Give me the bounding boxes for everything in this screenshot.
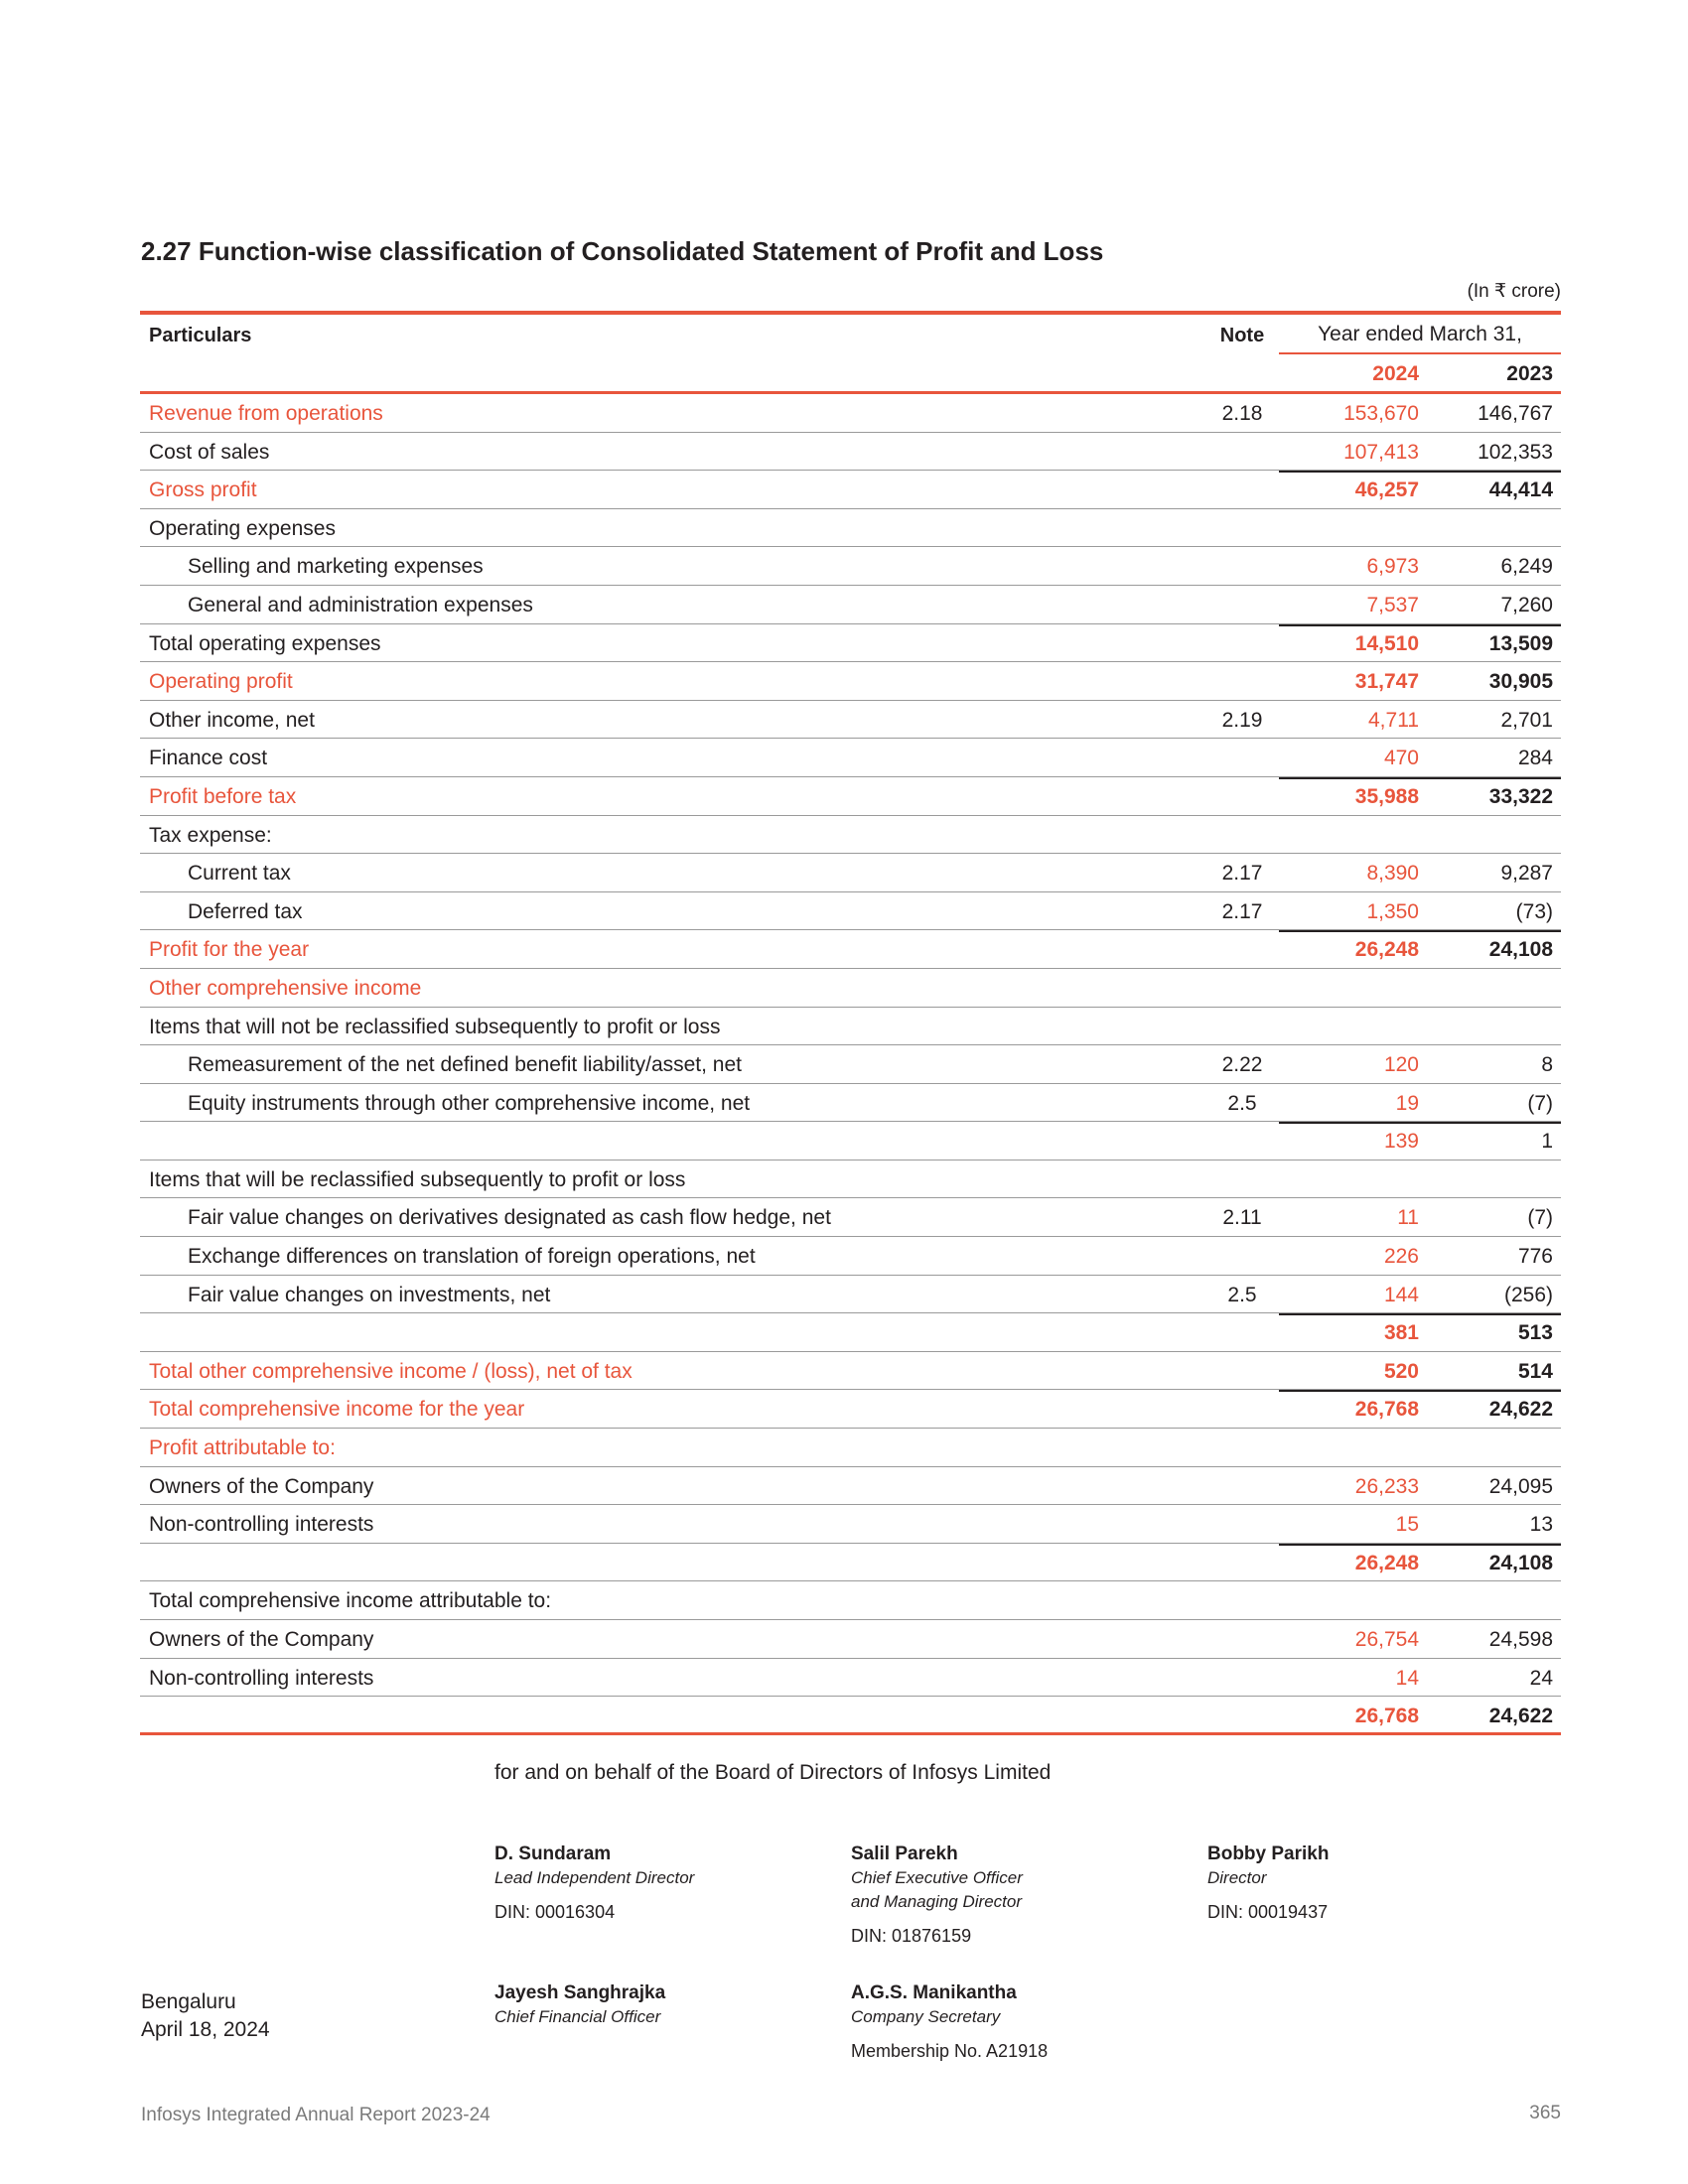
table-row xyxy=(140,394,1561,433)
board-statement: for and on behalf of the Board of Directors of Infosys Limited xyxy=(494,1761,1052,1784)
table-row xyxy=(140,1544,1561,1582)
row-value-2024: 153,670 xyxy=(1343,402,1419,425)
row-label: Cost of sales xyxy=(149,440,270,464)
row-label: Profit for the year xyxy=(149,938,310,962)
column-header-particulars: Particulars xyxy=(149,325,252,346)
place-date xyxy=(141,1988,270,2044)
row-value-2023: 8 xyxy=(1541,1053,1553,1077)
signatory-name: D. Sundaram xyxy=(494,1843,612,1864)
table-row xyxy=(140,892,1561,931)
row-label: Finance cost xyxy=(149,747,268,770)
table-row xyxy=(140,662,1561,701)
row-value-2024: 19 xyxy=(1395,1091,1419,1115)
row-label: Tax expense: xyxy=(149,823,272,847)
row-value-2023: (256) xyxy=(1503,1283,1553,1306)
row-value-2023: 24,598 xyxy=(1488,1628,1553,1651)
signatory-membership: Membership No. A21918 xyxy=(851,2041,1049,2061)
table-row xyxy=(140,816,1561,855)
signatory-parekh xyxy=(851,1843,1023,1948)
row-note: 2.17 xyxy=(1221,862,1263,886)
row-value-2024: 107,413 xyxy=(1343,440,1419,464)
row-value-2024: 26,768 xyxy=(1354,1705,1419,1728)
table-row xyxy=(140,1620,1561,1659)
row-label: Current tax xyxy=(188,862,291,886)
row-note: 2.22 xyxy=(1221,1053,1263,1077)
row-note: 2.5 xyxy=(1227,1091,1257,1115)
table-row xyxy=(140,1008,1561,1046)
table-row xyxy=(140,509,1561,548)
row-value-2023: 9,287 xyxy=(1500,862,1553,886)
row-value-2024: 4,711 xyxy=(1368,708,1419,732)
row-value-2024: 226 xyxy=(1383,1245,1419,1269)
signatory-jayesh xyxy=(494,1981,665,2029)
table-row xyxy=(140,624,1561,663)
column-header-2023: 2023 xyxy=(1506,362,1553,385)
row-note: 2.5 xyxy=(1227,1283,1257,1306)
signatory-din: DIN: 00019437 xyxy=(1207,1902,1329,1922)
row-value-2024: 139 xyxy=(1383,1130,1419,1154)
row-value-2024: 6,973 xyxy=(1366,555,1419,579)
row-label: Total comprehensive income for the year xyxy=(149,1398,525,1422)
row-label: Total comprehensive income attributable to: xyxy=(149,1589,552,1613)
row-value-2023: 514 xyxy=(1517,1359,1553,1383)
column-header-2024: 2024 xyxy=(1372,362,1419,385)
header-divider xyxy=(1279,352,1561,354)
row-value-2023: 284 xyxy=(1517,747,1553,770)
row-note: 2.19 xyxy=(1221,708,1263,732)
column-header-year-ended: Year ended March 31, xyxy=(1318,323,1522,345)
table-row xyxy=(140,1697,1561,1735)
table-row xyxy=(140,1659,1561,1698)
signatory-ags xyxy=(851,1981,1048,2063)
page-number: 365 xyxy=(1529,2103,1561,2123)
row-label: Non-controlling interests xyxy=(149,1513,374,1537)
date: April 18, 2024 xyxy=(141,2018,270,2041)
row-label: Owners of the Company xyxy=(149,1628,374,1651)
row-value-2024: 26,248 xyxy=(1354,938,1419,962)
signatory-name: Bobby Parikh xyxy=(1207,1843,1330,1864)
table-row xyxy=(140,969,1561,1008)
row-label: Fair value changes on investments, net xyxy=(188,1283,551,1306)
column-header-note: Note xyxy=(1219,325,1265,346)
row-value-2023: 13 xyxy=(1529,1513,1553,1537)
table-row xyxy=(140,1084,1561,1123)
row-value-2023: 30,905 xyxy=(1488,670,1553,694)
row-label: Other income, net xyxy=(149,708,315,732)
table-row xyxy=(140,1276,1561,1314)
row-value-2023: 6,249 xyxy=(1500,555,1553,579)
table-row xyxy=(140,1045,1561,1084)
page-title: 2.27 Function-wise classification of Consolidated Statement of Profit and Loss xyxy=(141,236,1104,266)
row-label: Total other comprehensive income / (loss), net of tax xyxy=(149,1359,633,1383)
row-value-2024: 470 xyxy=(1383,747,1419,770)
signatory-role: Chief Financial Officer xyxy=(494,2007,661,2026)
row-value-2024: 120 xyxy=(1383,1053,1419,1077)
row-label: Owners of the Company xyxy=(149,1474,374,1498)
row-value-2023: 776 xyxy=(1517,1245,1553,1269)
signatory-role-line-2: and Managing Director xyxy=(851,1892,1022,1911)
row-value-2024: 1,350 xyxy=(1366,899,1419,923)
row-value-2023: 2,701 xyxy=(1500,708,1553,732)
signatory-din: DIN: 01876159 xyxy=(851,1926,972,1946)
signatory-role: Company Secretary xyxy=(851,2007,1001,2026)
row-value-2024: 26,248 xyxy=(1354,1551,1419,1574)
row-label: Operating profit xyxy=(149,670,293,694)
row-value-2023: (7) xyxy=(1527,1091,1553,1115)
row-value-2023: 1 xyxy=(1541,1130,1553,1154)
table-row xyxy=(140,1237,1561,1276)
table-header xyxy=(140,315,1561,394)
row-label: Selling and marketing expenses xyxy=(188,555,484,579)
row-value-2024: 14,510 xyxy=(1354,631,1419,655)
table-row xyxy=(140,1429,1561,1467)
row-value-2023: (73) xyxy=(1515,899,1553,923)
row-value-2024: 7,537 xyxy=(1366,593,1419,616)
row-value-2024: 26,754 xyxy=(1354,1628,1419,1651)
row-value-2023: 24 xyxy=(1529,1666,1553,1690)
table-row xyxy=(140,586,1561,624)
profit-loss-table xyxy=(140,311,1561,1735)
row-value-2024: 46,257 xyxy=(1354,478,1419,502)
currency-unit-label: (In ₹ crore) xyxy=(1467,281,1561,302)
row-label: Profit before tax xyxy=(149,784,297,808)
row-value-2024: 14 xyxy=(1395,1666,1419,1690)
row-label: Operating expenses xyxy=(149,516,336,540)
table-row xyxy=(140,1352,1561,1391)
row-label: Items that will not be reclassified subsequently to profit or loss xyxy=(149,1015,721,1038)
row-value-2024: 15 xyxy=(1395,1513,1419,1537)
row-label: Deferred tax xyxy=(188,899,303,923)
row-value-2024: 31,747 xyxy=(1354,670,1419,694)
signatory-name: Jayesh Sanghrajka xyxy=(494,1982,666,2003)
table-row xyxy=(140,1160,1561,1199)
signatory-name: Salil Parekh xyxy=(851,1843,958,1864)
row-value-2023: 146,767 xyxy=(1477,402,1553,425)
row-label: Gross profit xyxy=(149,478,257,502)
row-value-2023: 513 xyxy=(1517,1321,1553,1345)
row-note: 2.11 xyxy=(1222,1206,1262,1230)
table-row xyxy=(140,739,1561,777)
row-label: General and administration expenses xyxy=(188,593,533,616)
signatory-sundaram xyxy=(494,1843,694,1924)
signatory-name: A.G.S. Manikantha xyxy=(851,1982,1017,2003)
signatory-role: Director xyxy=(1207,1868,1267,1887)
row-label: Non-controlling interests xyxy=(149,1666,374,1690)
table-row xyxy=(140,701,1561,740)
row-label: Other comprehensive income xyxy=(149,976,422,1000)
signatory-bobby xyxy=(1207,1843,1329,1924)
signatory-role: Lead Independent Director xyxy=(494,1868,695,1887)
row-value-2024: 26,768 xyxy=(1354,1398,1419,1422)
table-row xyxy=(140,854,1561,892)
table-row xyxy=(140,777,1561,816)
signatory-din: DIN: 00016304 xyxy=(494,1902,616,1922)
row-value-2023: 33,322 xyxy=(1488,784,1553,808)
row-value-2023: 24,108 xyxy=(1488,938,1553,962)
footer-report-title: Infosys Integrated Annual Report 2023-24 xyxy=(141,2105,491,2125)
row-value-2024: 26,233 xyxy=(1354,1474,1419,1498)
table-row xyxy=(140,1313,1561,1352)
row-label: Fair value changes on derivatives designated as cash flow hedge, net xyxy=(188,1206,831,1230)
row-value-2023: 24,108 xyxy=(1488,1551,1553,1574)
row-value-2023: 24,095 xyxy=(1488,1474,1553,1498)
row-value-2023: 7,260 xyxy=(1500,593,1553,616)
table-row xyxy=(140,471,1561,509)
row-label: Revenue from operations xyxy=(149,402,383,425)
row-value-2024: 8,390 xyxy=(1366,862,1419,886)
row-value-2023: 13,509 xyxy=(1488,631,1553,655)
row-note: 2.17 xyxy=(1221,899,1263,923)
table-row xyxy=(140,547,1561,586)
row-value-2024: 35,988 xyxy=(1354,784,1419,808)
table-row xyxy=(140,1505,1561,1544)
row-value-2024: 144 xyxy=(1383,1283,1419,1306)
row-label: Equity instruments through other comprehensive income, net xyxy=(188,1091,751,1115)
row-value-2024: 11 xyxy=(1397,1206,1419,1230)
table-row xyxy=(140,433,1561,472)
table-row xyxy=(140,1390,1561,1429)
row-value-2024: 520 xyxy=(1383,1359,1419,1383)
row-value-2024: 381 xyxy=(1383,1321,1419,1345)
place: Bengaluru xyxy=(141,1990,236,2013)
row-label: Items that will be reclassified subsequently to profit or loss xyxy=(149,1167,686,1191)
table-row xyxy=(140,930,1561,969)
row-label: Exchange differences on translation of foreign operations, net xyxy=(188,1245,756,1269)
row-label: Remeasurement of the net defined benefit liability/asset, net xyxy=(188,1053,742,1077)
row-note: 2.18 xyxy=(1221,402,1263,425)
row-value-2023: 24,622 xyxy=(1488,1398,1553,1422)
row-value-2023: 44,414 xyxy=(1488,478,1553,502)
table-row xyxy=(140,1467,1561,1506)
table-row xyxy=(140,1581,1561,1620)
table-row xyxy=(140,1198,1561,1237)
row-value-2023: (7) xyxy=(1527,1206,1553,1230)
signatory-role: Chief Executive Officer xyxy=(851,1868,1023,1887)
row-label: Profit attributable to: xyxy=(149,1436,336,1460)
row-value-2023: 24,622 xyxy=(1488,1705,1553,1728)
row-label: Total operating expenses xyxy=(149,631,381,655)
row-value-2023: 102,353 xyxy=(1477,440,1553,464)
table-row xyxy=(140,1122,1561,1160)
